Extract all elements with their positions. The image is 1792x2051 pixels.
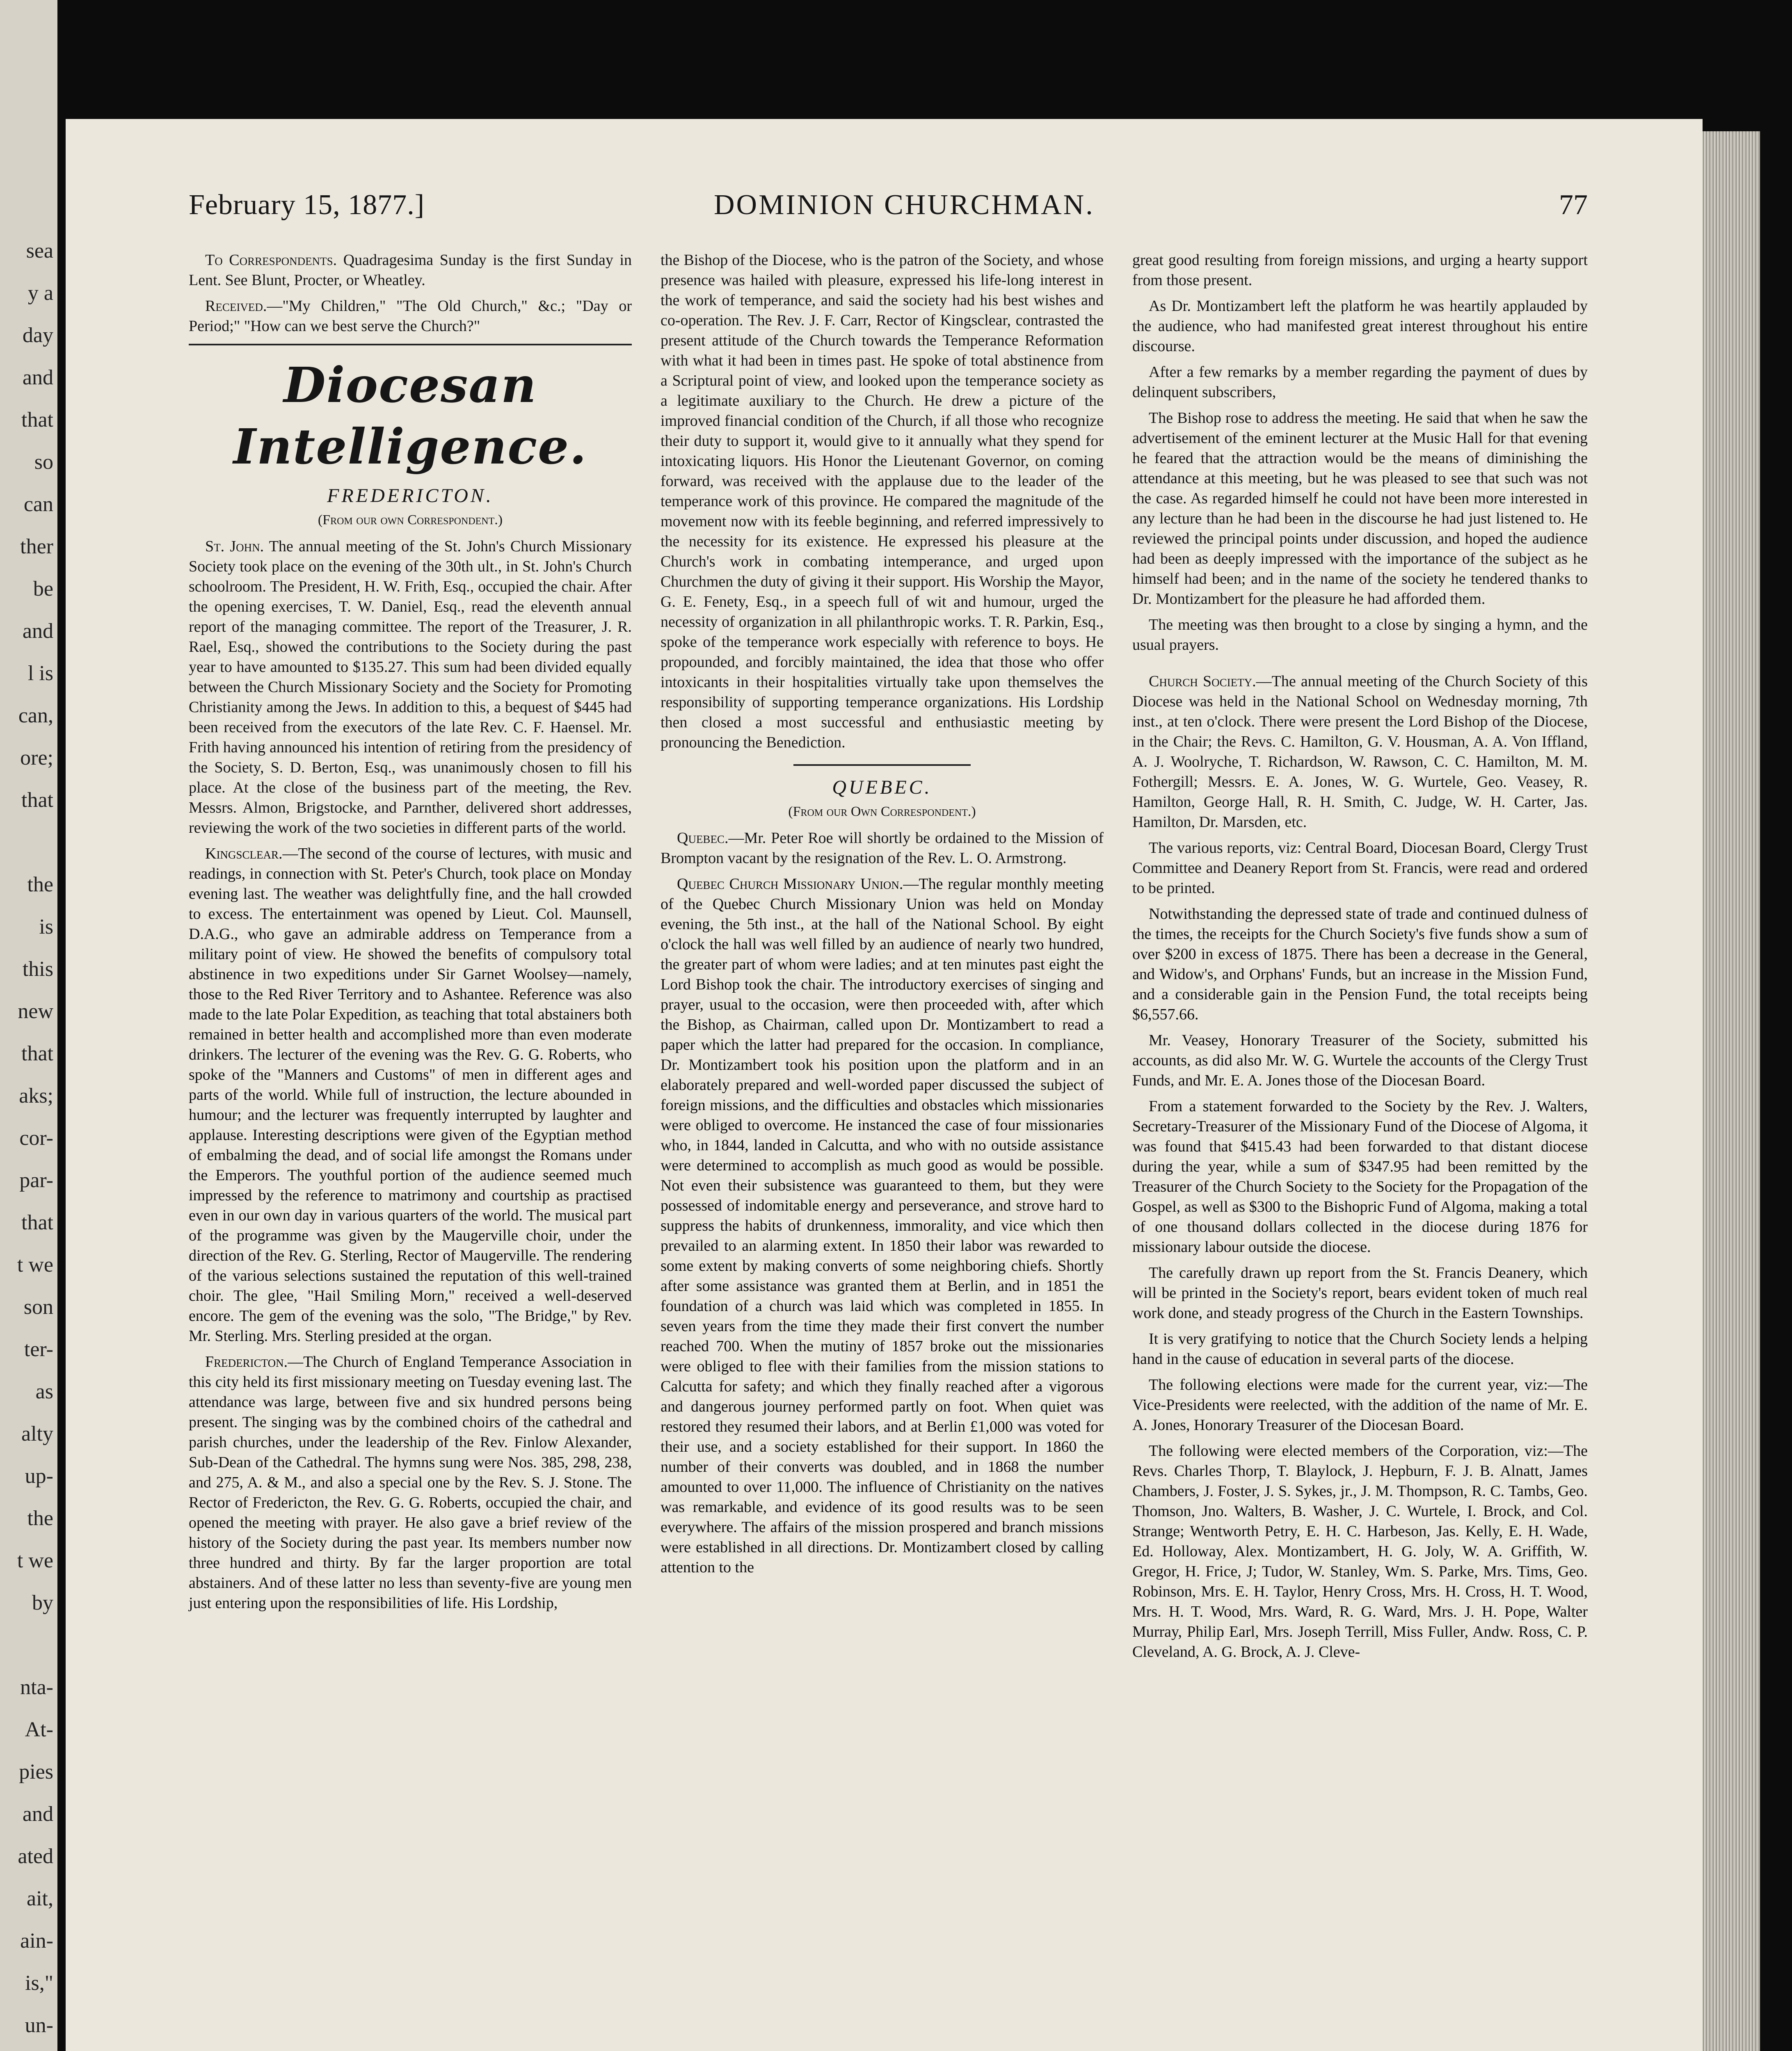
adjacent-page-text	[0, 230, 57, 2051]
paragraph: The various reports, viz: Central Board, Diocesan Board, Clergy Trust Committee and Deanery Report from St. Francis, were read and ordered to be printed.	[1132, 839, 1588, 897]
issue-date: February 15, 1877.]	[189, 189, 425, 221]
section-title: Diocesan Intelligence.	[233, 356, 587, 475]
adjacent-page-fragment: the	[27, 873, 53, 896]
adjacent-page-fragment: ated	[18, 1845, 53, 1868]
adjacent-page-fragment: is	[39, 915, 53, 939]
fredericton-heading: FREDERICTON.	[327, 485, 494, 507]
section-divider	[189, 344, 632, 345]
adjacent-page-fragment: nta-	[20, 1676, 53, 1699]
adjacent-page-fragment: ore;	[20, 746, 53, 770]
adjacent-page-strip	[0, 0, 57, 2051]
adjacent-page-fragment: that	[21, 408, 53, 432]
column-right	[1132, 250, 1588, 1668]
adjacent-page-fragment: by	[32, 1591, 53, 1615]
adjacent-page-fragment: the	[27, 1507, 53, 1530]
column-middle	[661, 250, 1104, 1583]
adjacent-page-fragment: up-	[25, 1464, 53, 1488]
paragraph: Notwithstanding the depressed state of trade and continued dulness of the times, the receipts for the Church Society's five funds show a sum of over $200 in excess of 1875. There has been a decrease in the General, and Widow's, and Orphans' Funds, but an increase in the Mission Fund, and a considerable gain in the Pension Fund, the total receipts being $6,557.66.	[1132, 905, 1588, 1023]
notice-text: Quadragesima Sunday is the first Sunday in Lent. See Blunt, Procter, or Wheatley.	[189, 251, 632, 289]
article-kingsclear	[189, 844, 632, 1346]
paragraph: The meeting was then brought to a close by singing a hymn, and the usual prayers.	[1132, 616, 1588, 653]
publication-title: DOMINION CHURCHMAN.	[714, 189, 1095, 221]
adjacent-page-fragment: sea	[26, 239, 53, 263]
adjacent-page-fragment: that	[21, 1211, 53, 1234]
adjacent-page-fragment	[0, 821, 53, 863]
adjacent-page-fragment	[0, 1624, 53, 1666]
adjacent-page-fragment: and	[22, 619, 53, 643]
adjacent-page-fragment: this	[22, 957, 53, 981]
adjacent-page-fragment: pies	[19, 1760, 53, 1784]
newspaper-page	[66, 119, 1703, 2051]
paragraph: From a statement forwarded to the Society by the Rev. J. Walters, Secretary-Treasurer of the Missionary Fund of the Diocese of Algoma, it was found that $415.43 had been forwarded to that distant diocese during the year, while a sum of $347.95 had been remitted by the Treasurer of the Church Society to the Society for the Propagation of the Gospel, as well as $300 to the Bishopric Fund of Algoma, making a total of one thousand dollars collected in the diocese during 1876 for missionary labour outside the diocese.	[1132, 1098, 1588, 1256]
notice-correspondents	[189, 250, 632, 290]
article-text: —Mr. Peter Roe will shortly be ordained to the Mission of Brompton vacant by the resignation of the Rev. L. O. Armstrong.	[661, 829, 1104, 867]
running-head	[189, 189, 1588, 238]
notice-lead: To Correspondents.	[205, 251, 337, 269]
article-quebec	[661, 828, 1104, 868]
adjacent-page-fragment: cor-	[19, 1126, 53, 1150]
adjacent-page-fragment: can,	[18, 704, 53, 727]
adjacent-page-fragment: that	[21, 788, 53, 812]
quebec-heading: QUEBEC.	[832, 777, 932, 798]
paragraph: The carefully drawn up report from the St. Francis Deanery, which will be printed in the Society's report, bears evident token of much real work done, and steady progress of the Church in the Eastern Townships.	[1132, 1264, 1588, 1322]
paragraph: As Dr. Montizambert left the platform he was heartily applauded by the audience, who had manifested great interest throughout his entire discourse.	[1132, 297, 1588, 355]
adjacent-page-fragment: l is	[27, 662, 53, 685]
adjacent-page-fragment: as	[35, 1380, 53, 1403]
adjacent-page-fragment: ter-	[24, 1338, 53, 1361]
article-text: The annual meeting of the St. John's Church Missionary Society took place on the evening of the 30th ult., in St. John's Church schoolroom. The President, H. W. Frith, Esq., occupied the chair. After the opening exercises, T. W. Daniel, Esq., read the eleventh annual report of the managing committee. The report of the Treasurer, J. R. Rael, Esq., showed the contributions to the Society during the past year to have amounted to $135.27. This sum had been divided equally between the Church Missionary Society and the Society for Promoting Christianity among the Jews. In addition to this, a bequest of $445 had been received from the executors of the late Rev. C. F. Haensel. Mr. Frith having announced his intention of retiring from the presidency of the Society, S. D. Berton, Esq., was unanimously chosen to fill his place. At the close of the business part of the meeting, the Rev. Messrs. Almon, Brigstocke, and Parnther, delivered short addresses, reviewing the work of the two societies in different parts of the world.	[189, 538, 632, 836]
adjacent-page-fragment: ait,	[27, 1887, 53, 1910]
paragraph: It is very gratifying to notice that the Church Society lends a helping hand in the cause of education in several parts of the diocese.	[1132, 1330, 1588, 1368]
article-continued: great good resulting from foreign missions, and urging a hearty support from those present.	[1132, 251, 1588, 289]
paragraph: The Bishop rose to address the meeting. He said that when he saw the advertisement of the eminent lecturer at the Music Hall for that evening he feared that the attraction would be the means of diminishing the attendance at this meeting, but he was pleased to see that such was not the case. As regarded himself he could not have been more interested in any lecture than he had been in the discourse he had just listened to. He reviewed the principal points under discussion, and hoped the audience had been as deeply impressed with the importance of the subject as he himself had been; and in the name of the society he tendered thanks to Dr. Montizambert for the pleasure he had afforded them.	[1132, 409, 1588, 608]
adjacent-page-fragment: alty	[21, 1422, 53, 1446]
adjacent-page-fragment: can	[23, 493, 53, 516]
article-lead: Church Society.	[1149, 673, 1256, 690]
adjacent-page-fragment: At-	[25, 1718, 53, 1741]
adjacent-page-fragment: y a	[27, 281, 53, 305]
page-number: 77	[1559, 189, 1588, 221]
correspondent-byline: (From our Own Correspondent.)	[788, 804, 976, 819]
adjacent-page-fragment: un-	[25, 2014, 53, 2037]
article-lead: Quebec.	[677, 829, 729, 847]
article-lead: Quebec Church Missionary Union.	[677, 875, 903, 893]
notice-received	[189, 296, 632, 336]
paragraph: After a few remarks by a member regarding the payment of dues by delinquent subscribers,	[1132, 363, 1588, 401]
article-text: —The Church of England Temperance Association in this city held its first missionary meeting on Tuesday evening last. The attendance was large, between five and six hundred persons being present. The singing was by the combined choirs of the cathedral and parish churches, under the leadership of the Rev. Finlow Alexander, Sub-Dean of the Cathedral. The hymns sung were Nos. 385, 298, 238, and 275, A. & M., and also a special one by the Rev. S. J. Stone. The Rector of Fredericton, the Rev. G. G. Roberts, occupied the chair, and opened the meeting with prayer. He also gave a brief review of the history of the Society during the past year. Its members number now three hundred and thirty. By far the larger proportion are total abstainers. And of these latter no less than seventy-five are young men just entering upon the responsibilities of life. His Lordship,	[189, 1353, 632, 1612]
article-st-john	[189, 537, 632, 838]
adjacent-page-fragment: ain-	[20, 1929, 53, 1953]
correspondent-byline: (From our own Correspondent.)	[318, 512, 503, 528]
adjacent-page-fragment: new	[18, 1000, 53, 1023]
adjacent-page-fragment: be	[33, 577, 53, 601]
adjacent-page-fragment	[0, 2046, 53, 2051]
notice-lead: Received.	[205, 297, 267, 315]
adjacent-page-fragment: so	[34, 450, 53, 474]
column-left	[189, 250, 632, 1619]
adjacent-page-fragment: ther	[20, 535, 53, 558]
article-text: —The annual meeting of the Church Society of this Diocese was held in the National School on Wednesday morning, 7th inst., at ten o'clock. There were present the Lord Bishop of the Diocese, in the Chair; the Revs. C. Hamilton, G. V. Housman, A. A. Von Iffland, A. J. Woolryche, T. Richardson, W. Rawson, C. C. Hamilton, M. M. Fothergill; Messrs. E. A. Jones, W. G. Wurtele, Geo. Veasey, R. Hamilton, George Hall, R. H. Smith, C. Judge, W. H. Carter, Jas. Hamilton, Dr. Marsden, etc.	[1132, 673, 1588, 831]
adjacent-page-fragment: and	[22, 1802, 53, 1826]
paragraph: Mr. Veasey, Honorary Treasurer of the Society, submitted his accounts, as did also Mr. W. G. Wurtele the accounts of the Clergy Trust Funds, and Mr. E. A. Jones those of the Diocesan Board.	[1132, 1032, 1588, 1089]
article-fredericton	[189, 1352, 632, 1613]
adjacent-page-fragment: is,"	[25, 1971, 53, 1995]
adjacent-page-fragment: son	[23, 1295, 53, 1319]
adjacent-page-fragment: aks;	[19, 1084, 53, 1108]
article-continued: the Bishop of the Diocese, who is the patron of the Society, and whose presence was hailed with pleasure, expressed his life-long interest in the work of temperance, and said the society had his best wishes and co-operation. The Rev. J. F. Carr, Rector of Kingsclear, contrasted the present attitude of the Church towards the Temperance Reformation with what it had been in times past. He spoke of total abstinence from a Scriptural point of view, and looked upon the temperance society as a legitimate auxiliary to the Church. He drew a picture of the improved financial condition of the Church, if all those who recognize their duty to support it, would give to it annually what they spend for intoxicating liquors. His Honor the Lieutenant Governor, on coming forward, was received with the applause due to the leader of the temperance work of this province. He compared the magnitude of the movement now with its feeble beginning, and referred impressively to the necessity for its existence. He expressed his pleasure at the Church's work in combating intemperance, and urged upon Churchmen the duty of giving it their support. His Worship the Mayor, G. E. Fenety, Esq., in a speech full of wit and humour, urged the necessity of organization in all philanthropic works. T. R. Parkin, Esq., spoke of the temperance work especially with reference to boys. He propounded, and forcibly maintained, the idea that those who offer intoxicants in their hospitalities virtually take upon themselves the responsibility of supporting temperance organizations. His Lordship then closed a most successful and enthusiastic meeting by pronouncing the Benediction.	[661, 251, 1104, 751]
paragraph: The following elections were made for the current year, viz:—The Vice-Presidents were reelected, with the addition of the name of Mr. E. A. Jones, Honorary Treasurer of the Diocesan Board.	[1132, 1376, 1588, 1434]
section-divider	[793, 764, 971, 766]
article-text: —The regular monthly meeting of the Quebec Church Missionary Union was held on Monday evening, the 5th inst., at the hall of the National School. By eight o'clock the hall was well filled by an audience of nearly two hundred, the greater part of whom were ladies; and at ten minutes past eight the Lord Bishop took the chair. The introductory exercises of singing and prayer, usual to the occasion, were then proceeded with, after which the Bishop, as Chairman, called upon Dr. Montizambert to read a paper which the latter had prepared for the occasion. In compliance, Dr. Montizambert took his position upon the platform and in an elaborately prepared and well-worded paper discussed the subject of foreign missions, and the difficulties and obstacles which missionaries were obliged to overcome. He instanced the case of four missionaries who, in 1844, landed in Calcutta, and who with no outside assistance were determined to accomplish as much good as would be possible. Not even their subsistence was guaranteed to them, but they were possessed of indomitable energy and perseverance, and strove hard to suppress the habits of drunkenness, immorality, and vice which then prevailed to an alarming extent. In 1850 their labor was rewarded to some extent by making converts of some neighboring chiefs. Shortly after some assistance was granted them at Berlin, and in 1851 the foundation of a church was laid which was completed in 1855. In seven years from the time they made their first convert the number reached 700. When the mutiny of 1857 broke out the missionaries were obliged to flee with their families from the mission stations to Calcutta for safety; and which they finally reached after a vigorous and dangerous journey performed partly on foot. When quiet was restored they resumed their labors, and at Berlin £1,000 was voted for their use, and a society established for their support. In 1860 the number of their converts was doubled, and in 1868 the number amounted to over 11,000. The influence of Christianity on the natives was remarkable, and evidence of its good results was to be seen everywhere. The affairs of the mission prospered and branch missions were established in all directions. Dr. Montizambert closed by calling attention to the	[661, 875, 1104, 1576]
article-lead: Fredericton.	[205, 1353, 288, 1370]
paragraph: The following were elected members of the Corporation, viz:—The Revs. Charles Thorp, T. Blaylock, J. Hepburn, F. J. B. Alnatt, James Chambers, J. Foster, J. S. Sykes, jr., J. M. Thompson, R. C. Tambs, Geo. Thomson, Jno. Walters, B. Washer, J. C. Wurtele, I. Brock, and Col. Strange; Wentworth Petry, E. H. C. Harbeson, Jas. Kelly, E. H. Wade, Ed. Holloway, Alex. Montizambert, H. G. Joly, W. A. Griffith, W. Gregor, H. Frice, J; Tudor, W. Stanley, Wm. S. Parke, Mrs. Tims, Geo. Robinson, Mrs. E. H. Taylor, Henry Cross, Mrs. H. Cross, H. T. Wood, Mrs. H. T. Wood, Mrs. Ward, R. G. Ward, Mrs. J. H. Pope, Walter Murray, Philip Earl, Mrs. Joseph Terrill, Miss Fuller, Andw. Ross, C. P. Cleveland, A. G. Brock, A. J. Cleve-	[1132, 1442, 1588, 1660]
page-edge-stack	[1698, 131, 1760, 2051]
adjacent-page-fragment: t we	[17, 1253, 53, 1277]
notice-text: —"My Children," "The Old Church," &c.; "Day or Period;" "How can we best serve the Church?"	[189, 297, 632, 335]
article-text: —The second of the course of lectures, with music and readings, in connection with St. Peter's Church, took place on Monday evening last. The weather was delightfully fine, and the hall crowded to excess. The entertainment was opened by Lieut. Col. Maunsell, D.A.G., who gave an admirable address on Temperance from a military point of view. He showed the benefits of compulsory total abstinence in two expeditions under Sir Garnet Woolsey—namely, those to the Red River Territory and to Ashantee. Reference was also made to the late Polar Expedition, as teaching that total abstainers both remained in better health and accomplished more than even moderate drinkers. The lecturer of the evening was the Rev. G. G. Roberts, who spoke of the "Manners and Customs" of men in different ages and parts of the world. While full of instruction, the lecture abounded in humour; and the lecturer was frequently interrupted by laughter and applause. Interesting descriptions were given of the Egyptian method of embalming the dead, and of social life amongst the Romans under the Emperors. The youthful portion of the audience seemed much impressed by the reference to matrimony and courtship as practised even in our own day in various quarters of the world. The musical part of the programme was given by the Maugerville choir, under the direction of the Rev. G. Sterling, Rector of Maugerville. The rendering of the various selections sustained the reputation of this well-trained choir. The glee, "Hail Smiling Morn," received a well-deserved encore. The gem of the evening was the solo, "The Bridge," by Rev. Mr. Sterling. Mrs. Sterling presided at the organ.	[189, 845, 632, 1345]
article-lead: Kingsclear.	[205, 845, 283, 862]
adjacent-page-fragment: that	[21, 1042, 53, 1065]
adjacent-page-fragment: day	[22, 324, 53, 347]
adjacent-page-fragment: and	[22, 366, 53, 389]
adjacent-page-fragment: t we	[17, 1549, 53, 1572]
adjacent-page-fragment: par-	[19, 1169, 53, 1192]
article-lead: St. John.	[205, 538, 264, 555]
article-quebec-missionary-union	[661, 874, 1104, 1578]
article-church-society	[1132, 671, 1588, 832]
